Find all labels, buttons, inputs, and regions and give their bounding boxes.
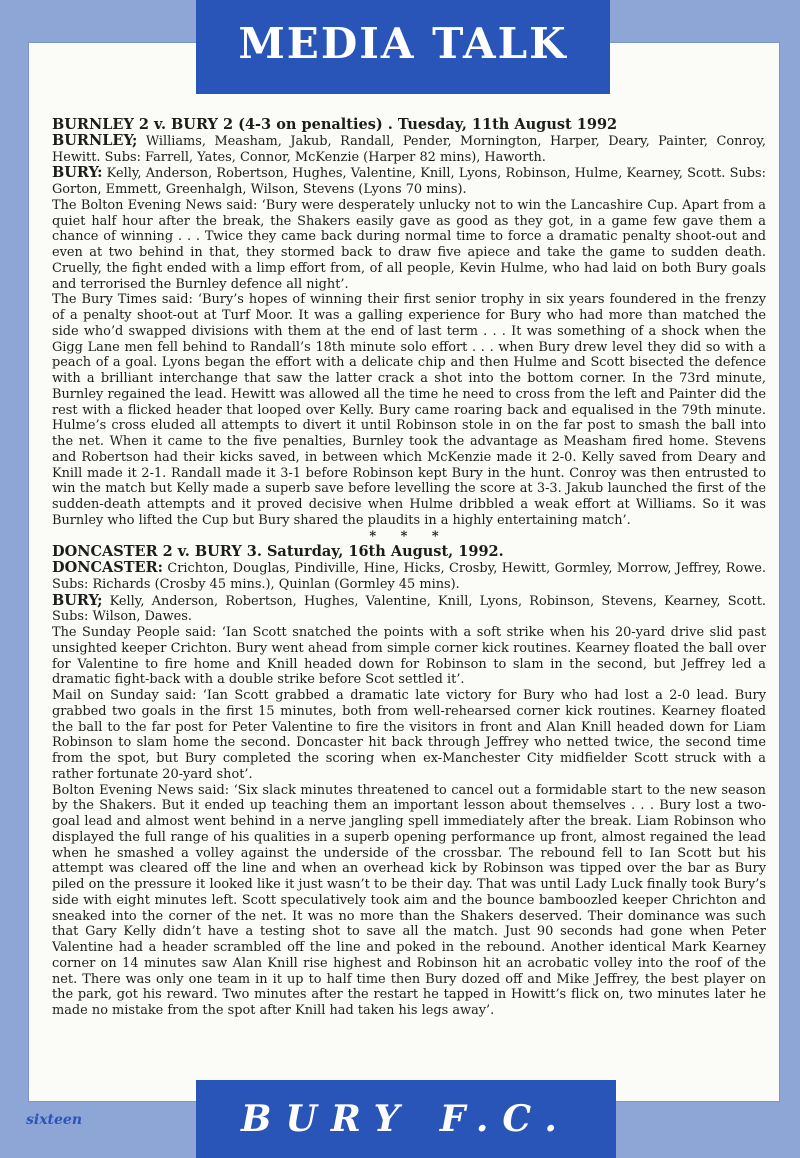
footer-banner [196,1080,616,1158]
header-banner [196,0,610,94]
match2-report-sunday-people: The Sunday People said: ‘Ian Scott snatched the points with a soft strike when his 20-yard drive slid past unsighted keeper Crichton. Bury went ahead from simple corner kick routines. Kearney floated the ball over for Valentine to fire home and Knill headed down for Robinson to slam in the second, but Jeffrey led a dramatic fight-back with a double strike before Scot settled it’. [52,625,766,688]
match1-report-bolton: The Bolton Evening News said: ‘Bury were desperately unlucky not to win the Lancashire Cup. Apart from a quiet half hour after the break, the Shakers easily gave as good as they got, in a game few gave them a chance of winning . . . Twice they came back during normal time to force a dramatic penalty shoot-out and even at two behind in that, they stormed back to draw five apiece and take the game to sudden death. Cruelly, the fight ended with a limp effort from, of all people, Kevin Hulme, who had laid on both Bury goals and terrorised the Burnley defence all night’. [52,197,766,292]
match2-team2 [52,593,766,626]
match2-heading: DONCASTER 2 v. BURY 3. Saturday, 16th August, 1992. [52,543,504,561]
match1-team2-name: BURY: [52,164,103,182]
match2-team1 [52,560,766,593]
page-number: sixteen [26,1112,83,1128]
match1-team2 [52,165,766,198]
section-separator: * * * [369,528,449,544]
match1-team1 [52,133,766,166]
match2-team1-lineup: Crichton, Douglas, Pindiville, Hine, Hicks, Crosby, Hewitt, Gormley, Morrow, Jeffrey, Rowe. Subs: Richards (Crosby 45 mins.), Quinlan (Gormley 45 mins). [52,561,766,592]
match1-report-bury-times: The Bury Times said: ‘Bury’s hopes of winning their first senior trophy in six years foundered in the frenzy of a penalty shoot-out at Turf Moor. It was a galling experience for Bury who had more than matched the side who’d swapped divisions with them at the end of last term . . . It was something of a shock when the Gigg Lane men fell behind to Randall’s 18th minute solo effort . . . when Bury drew level they did so with a peach of a goal. Lyons began the effort with a delicate chip and then Hulme and Scott bisected the defence with a brilliant interchange that saw the latter crack a shot into the bottom corner. In the 73rd minute, Burnley regained the lead. Hewitt was allowed all the time he need to cross from the left and Painter did the rest with a flicked header that looped over Kelly. Bury came roaring back and equalised in the 79th minute. Hulme’s cross eluded all attempts to divert it until Robinson stole in on the far post to smash the ball into the net. When it came to the five penalties, Burnley took the advantage as Measham fired home. Stevens and Robertson had their kicks saved, in between which McKenzie made it 2-0. Kelly saved from Deary and Knill made it 2-1. Randall made it 3-1 before Robinson kept Bury in the hunt. Conroy was then entrusted to win the match but Kelly made a superb save before levelling the score at 3-3. Jakub launched the first of the sudden-death attempts and it proved decisive when Hulme dribbled a weak effort at Williams. So it was Burnley who lifted the Cup but Bury shared the plaudits in a highly entertaining match’. [52,292,766,528]
match1-team1-lineup: Williams, Measham, Jakub, Randall, Pender, Mornington, Harper, Deary, Painter, Conroy, Hewitt. Subs: Farrell, Yates, Connor, McKenzie (Harper 82 mins), Haworth. [52,133,766,165]
article-body [52,117,766,1019]
match2-report-bolton: Bolton Evening News said: ‘Six slack minutes threatened to cancel out a formidable start to the new season by the Shakers. But it ended up teaching them an important lesson about themselves . . . Bury lost a two-goal lead and almost went behind in a nerve jangling spell immediately after the break. Liam Robinson who displayed the full range of his qualities in a superb opening performance up front, almost regained the lead when he smashed a volley against the underside of the crossbar. The rebound fell to Ian Scott but his attempt was cleared off the line and when an overhead kick by Robinson was tipped over the bar as Bury piled on the pressure it looked like it just wasn’t to be their day. That was until Lady Luck finally took Bury’s side with eight minutes left. Scott speculatively took aim and the bounce bamboozled keeper Chrichton and sneaked into the corner of the net. It was no more than the Shakers deserved. Their dominance was such that Gary Kelly didn’t have a testing shot to save all the match. Just 90 seconds had gone when Peter Valentine had a header scrambled off the line and poked in the rebound. Another identical Mark Kearney corner on 14 minutes saw Alan Knill rise highest and Robinson hit an acrobatic volley into the roof of the net. There was only one team in it up to half time then Bury dozed off and Mike Jeffrey, the best player on the park, got his reward. Two minutes after the restart he tapped in Howitt’s flick on, two minutes later he made no mistake from the spot after Knill had taken his legs away’. [52,782,766,1018]
match2-report-mail-on-sunday: Mail on Sunday said: ‘Ian Scott grabbed a dramatic late victory for Bury who had lost a 2-0 lead. Bury grabbed two goals in the first 15 minutes, both from well-rehearsed corner kick routines. Kearney floated the ball to the far post for Peter Valentine to fire the visitors in front and Alan Knill headed down for Liam Robinson to slam home the second. Doncaster hit back through Jeffrey who netted twice, the second time from the spot, but Bury completed the scoring when ex-Manchester City midfielder Scott struck with a rather fortunate 20-yard shot’. [52,688,766,782]
match2-team1-name: DONCASTER: [52,559,163,576]
match1-team2-lineup: Kelly, Anderson, Robertson, Hughes, Valentine, Knill, Lyons, Robinson, Hulme, Kearney, Scott. Subs: Gorton, Emmett, Greenhalgh, Wilson, Stevens (Lyons 70 mins). [52,166,766,197]
match2-team2-name: BURY; [52,591,103,609]
match1-team1-name: BURNLEY; [52,131,138,149]
match1-heading: BURNLEY 2 v. BURY 2 (4-3 on penalties) . Tuesday, 11th August 1992 [52,116,618,133]
match2-team2-lineup: Kelly, Anderson, Robertson, Hughes, Valentine, Knill, Lyons, Robinson, Stevens, Kearney, Scott. Subs: Wilson, Dawes. [52,593,766,625]
page-title: MEDIA TALK [238,18,568,68]
club-name: BURY F.C. [241,1098,571,1140]
